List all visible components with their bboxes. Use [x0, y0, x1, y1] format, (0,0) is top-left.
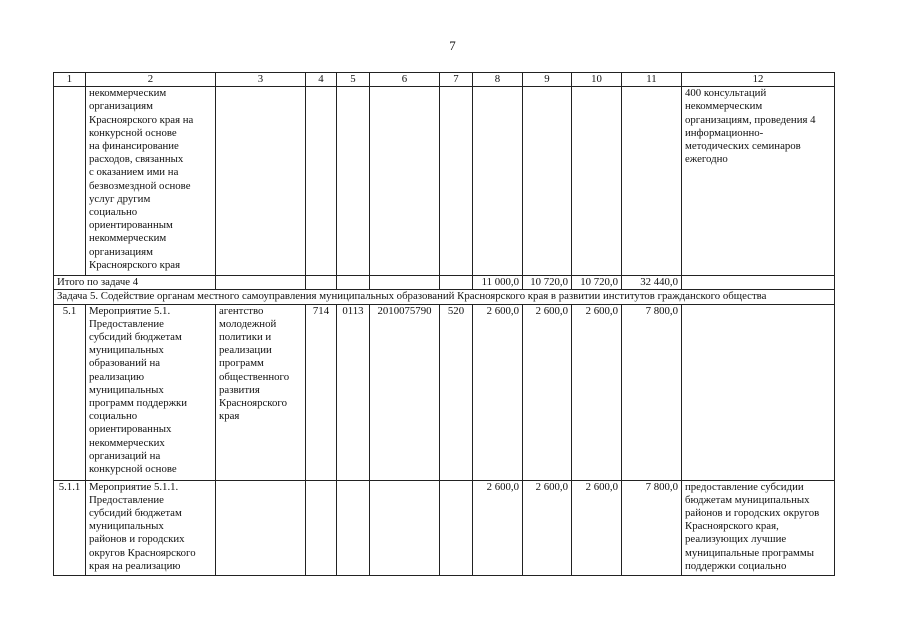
task-title: Задача 5. Содействие органам местного самоуправления муниципальных образований Красноярского края в развитии институтов гражданского общества: [54, 290, 835, 304]
text-line: ориентированных: [89, 423, 172, 436]
text-line: программ: [219, 357, 264, 370]
text-line: некоммерческим: [89, 232, 167, 245]
text-line: Красноярского края: [89, 258, 181, 271]
text-line: реализацию: [89, 370, 145, 383]
table-cell: [54, 87, 86, 276]
column-header: 6: [370, 73, 440, 87]
expected-result: [682, 480, 835, 575]
table-cell: [370, 87, 440, 276]
amount-year-3: 2 600,0: [572, 480, 622, 575]
text-line: Мероприятие 5.1.1.: [89, 480, 179, 493]
text-line: социально: [89, 206, 138, 219]
amount-year-2: 2 600,0: [523, 480, 572, 575]
text-line: политики и: [219, 331, 272, 344]
column-header: 7: [440, 73, 473, 87]
table-cell: [370, 276, 440, 290]
text-line: муниципальных: [89, 520, 164, 533]
text-line: Предоставление: [89, 493, 164, 506]
responsible-agency: [216, 304, 306, 480]
budget-code-csr: 2010075790: [370, 304, 440, 480]
amount-year-1: 2 600,0: [473, 480, 523, 575]
text-line: края: [219, 410, 240, 423]
text-line: программ поддержки: [89, 397, 188, 410]
text-line: расходов, связанных: [89, 153, 184, 166]
text-line: муниципальных: [89, 383, 164, 396]
text-line: организациям: [89, 245, 153, 258]
expected-result: [682, 87, 835, 276]
table-cell: [337, 480, 370, 575]
page-number: 7: [449, 38, 456, 53]
text-line: некоммерческим: [685, 100, 763, 113]
column-header: 1: [54, 73, 86, 87]
budget-code-grbs: 714: [306, 304, 337, 480]
table-cell: [370, 480, 440, 575]
text-line: безвозмездной основе: [89, 179, 191, 192]
table-cell: [306, 276, 337, 290]
column-header: 2: [86, 73, 216, 87]
text-line: 400 консультаций: [685, 87, 767, 100]
text-line: образований на: [89, 357, 161, 370]
text-line: ориентированным: [89, 219, 173, 232]
measure-row: [54, 480, 835, 575]
text-line: конкурсной основе: [89, 463, 177, 476]
budget-code-rzpr: 0113: [337, 304, 370, 480]
text-line: методических семинаров: [685, 140, 801, 153]
table-cell: [216, 87, 306, 276]
text-line: молодежной: [219, 317, 277, 330]
column-header: 5: [337, 73, 370, 87]
column-header: 8: [473, 73, 523, 87]
text-line: реализующих лучшие: [685, 533, 787, 546]
amount-year-1: 2 600,0: [473, 304, 523, 480]
task-heading-row: [54, 290, 835, 304]
text-line: услуг другим: [89, 192, 151, 205]
text-line: округов Красноярского: [89, 546, 196, 559]
continuation-row: [54, 87, 835, 276]
amount-total: 7 800,0: [622, 304, 682, 480]
table-cell: [440, 276, 473, 290]
text-line: муниципальных: [89, 344, 164, 357]
task-total-row: [54, 276, 835, 290]
measure-description: [86, 480, 216, 575]
amount-year-3: 10 720,0: [572, 276, 622, 290]
amount-total: 32 440,0: [622, 276, 682, 290]
measure-number: 5.1.1: [54, 480, 86, 575]
column-header: 9: [523, 73, 572, 87]
amount-year-1: 11 000,0: [473, 276, 523, 290]
text-line: реализации: [219, 344, 272, 357]
table-cell: [216, 276, 306, 290]
text-line: общественного: [219, 370, 290, 383]
text-line: Красноярского: [219, 397, 287, 410]
table-cell: [523, 87, 572, 276]
text-line: организаций на: [89, 449, 161, 462]
table-cell: [682, 276, 835, 290]
amount-total: 7 800,0: [622, 480, 682, 575]
table-cell: [306, 87, 337, 276]
column-header: 10: [572, 73, 622, 87]
table-cell: [440, 480, 473, 575]
text-line: районов и городских округов: [685, 507, 820, 520]
text-line: ежегодно: [685, 153, 728, 166]
text-line: районов и городских: [89, 533, 185, 546]
table-cell: [337, 87, 370, 276]
text-line: Красноярского края,: [685, 520, 779, 533]
measure-description: [86, 87, 216, 276]
text-line: с оказанием ими на: [89, 166, 179, 179]
text-line: бюджетам муниципальных: [685, 493, 810, 506]
column-header: 12: [682, 73, 835, 87]
text-line: Мероприятие 5.1.: [89, 304, 171, 317]
text-line: развития: [219, 383, 260, 396]
text-line: агентство: [219, 304, 264, 317]
text-line: Предоставление: [89, 317, 164, 330]
amount-year-2: 2 600,0: [523, 304, 572, 480]
measure-number: 5.1: [54, 304, 86, 480]
table-cell: [473, 87, 523, 276]
table-cell: [682, 304, 835, 480]
column-header: 4: [306, 73, 337, 87]
text-line: некоммерческим: [89, 87, 167, 100]
text-line: организациям, проведения 4: [685, 113, 816, 126]
text-line: муниципальные программы: [685, 546, 814, 559]
measure-description: [86, 304, 216, 480]
amount-year-3: 2 600,0: [572, 304, 622, 480]
column-header: 3: [216, 73, 306, 87]
text-line: конкурсной основе: [89, 126, 177, 139]
table-cell: [216, 480, 306, 575]
column-header: 11: [622, 73, 682, 87]
text-line: Красноярского края на: [89, 113, 194, 126]
program-table: [53, 72, 835, 576]
text-line: субсидий бюджетам: [89, 331, 182, 344]
text-line: предоставление субсидии: [685, 480, 804, 493]
text-line: некоммерческих: [89, 436, 165, 449]
table-cell: [572, 87, 622, 276]
total-label: Итого по задаче 4: [54, 276, 216, 290]
text-line: организациям: [89, 100, 153, 113]
text-line: на финансирование: [89, 140, 179, 153]
table-cell: [337, 276, 370, 290]
amount-year-2: 10 720,0: [523, 276, 572, 290]
budget-code-vr: 520: [440, 304, 473, 480]
text-line: края на реализацию: [89, 559, 181, 572]
column-number-row: [54, 73, 835, 87]
table-cell: [622, 87, 682, 276]
table-cell: [440, 87, 473, 276]
text-line: социально: [89, 410, 138, 423]
text-line: поддержки социально: [685, 559, 787, 572]
measure-row: [54, 304, 835, 480]
text-line: субсидий бюджетам: [89, 507, 182, 520]
table-cell: [306, 480, 337, 575]
text-line: информационно-: [685, 126, 764, 139]
